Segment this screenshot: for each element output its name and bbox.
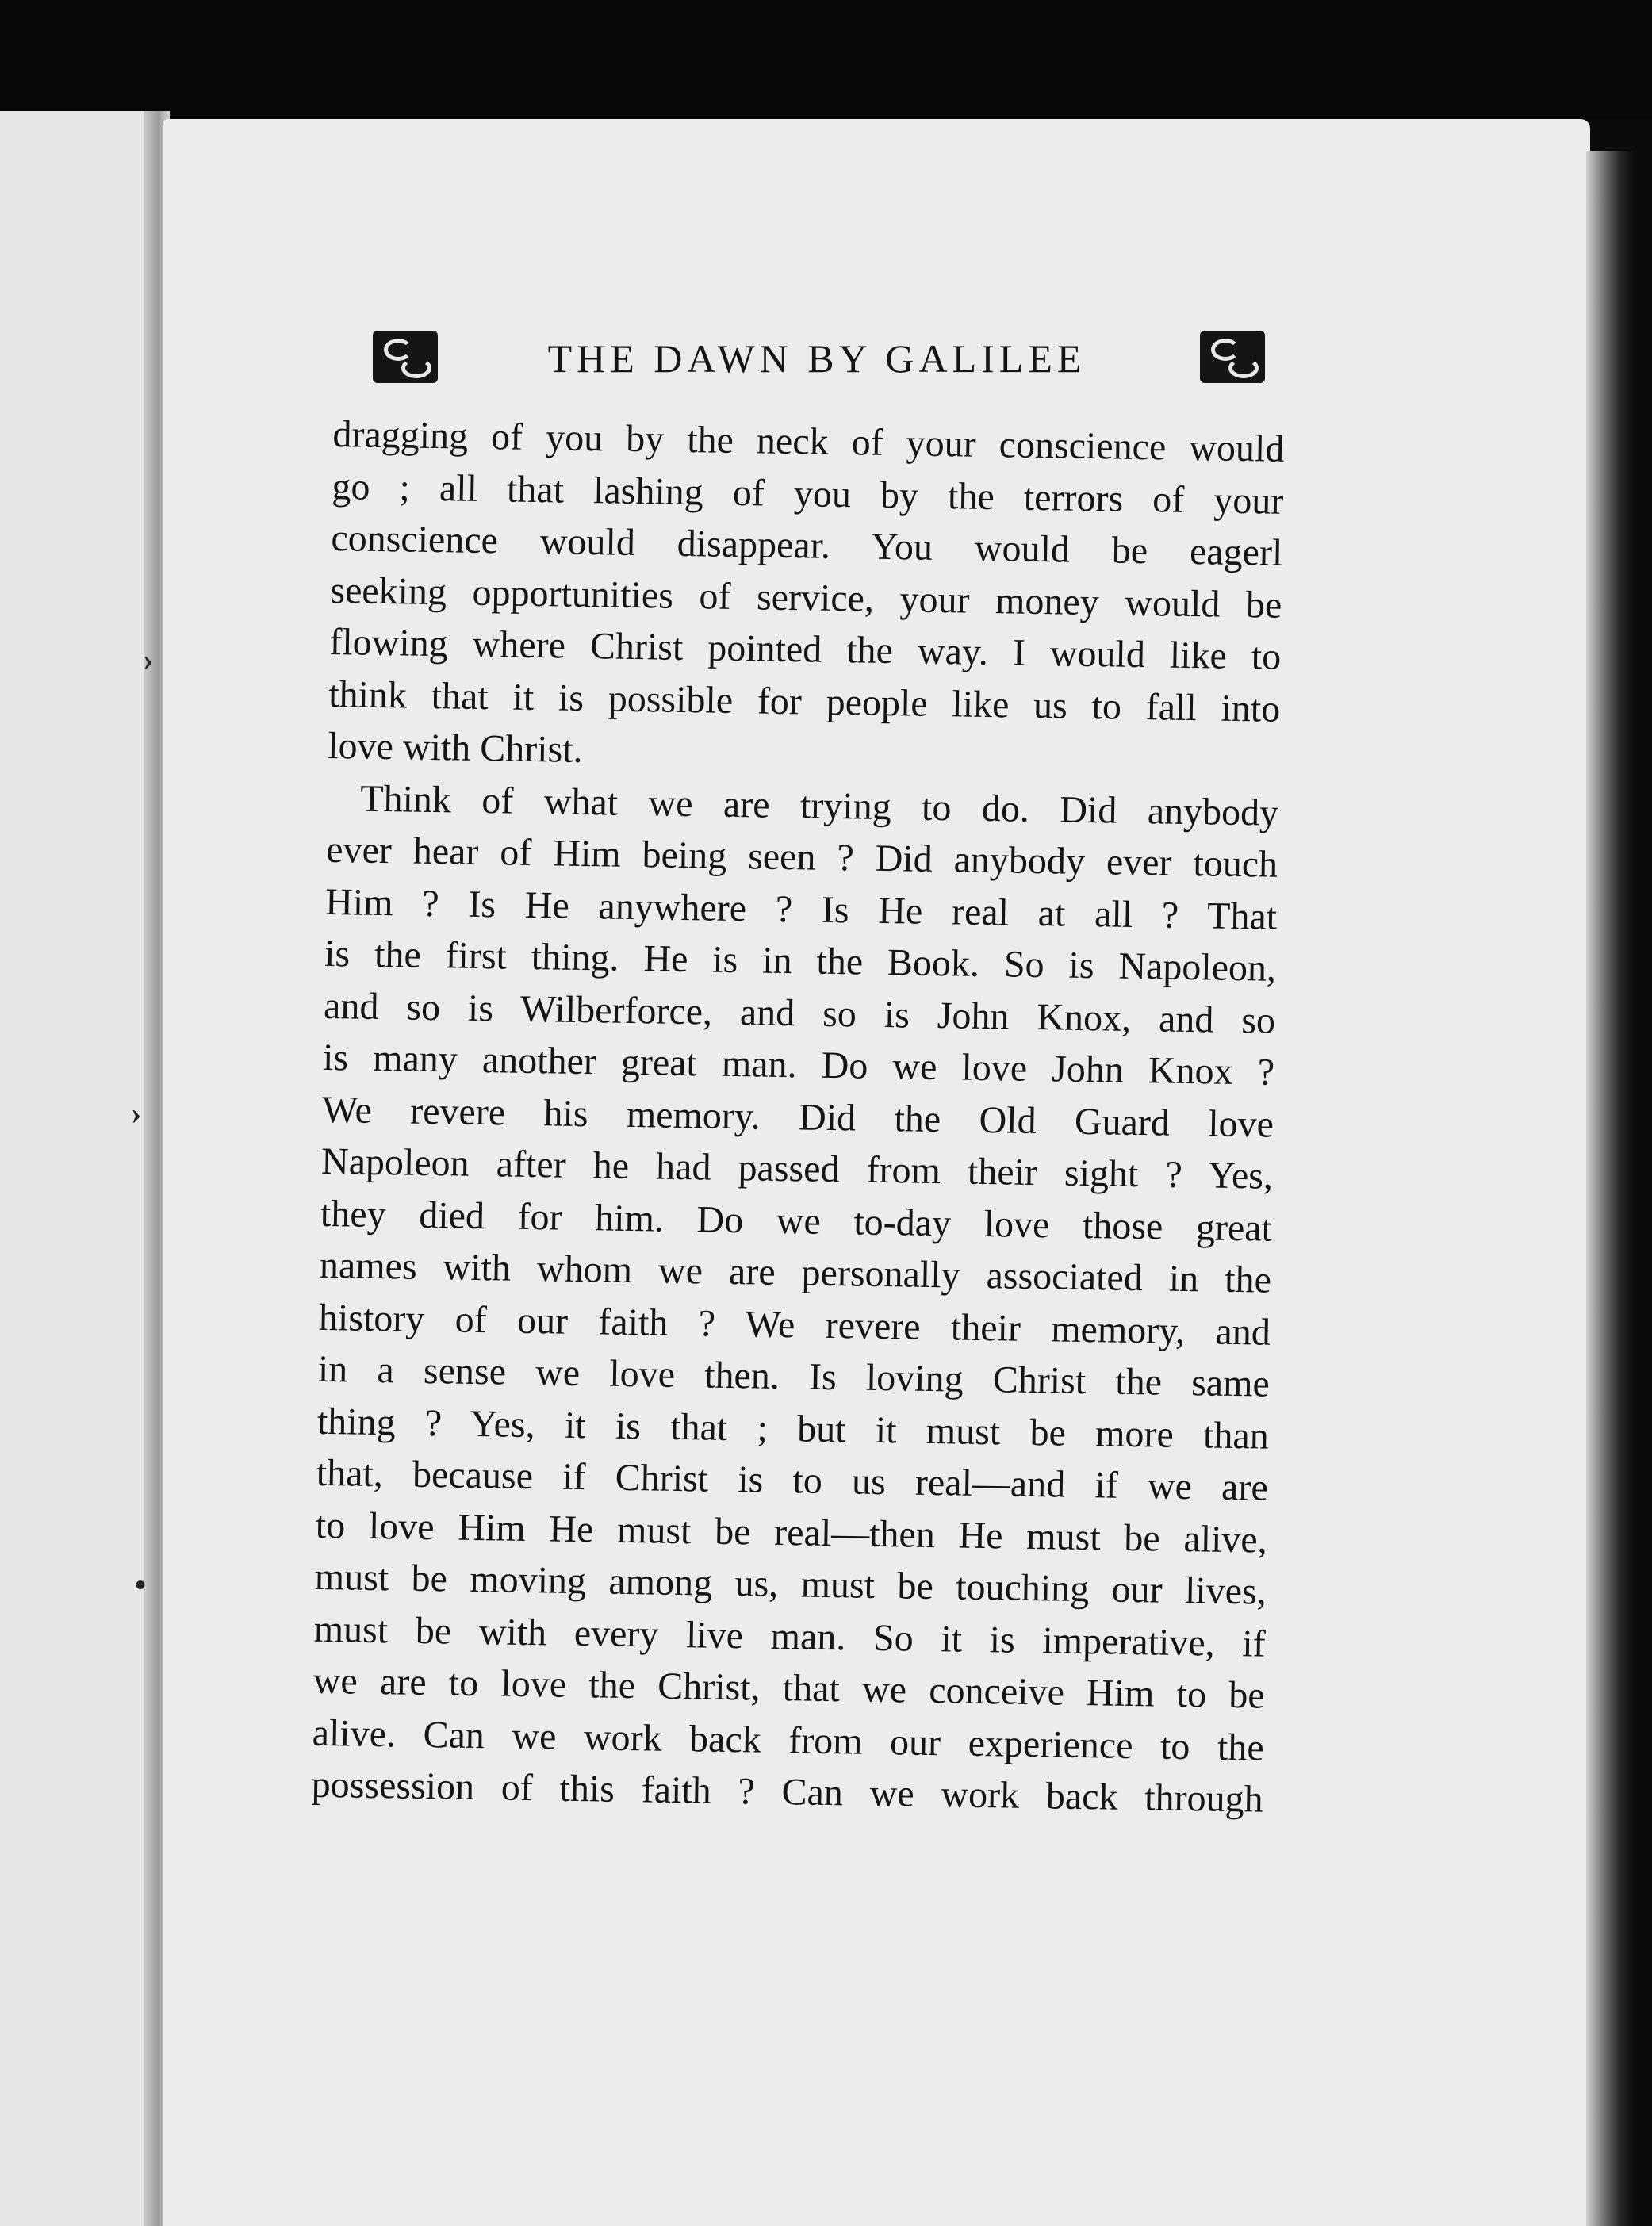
paragraph — [311, 772, 1278, 1826]
text-line: that, because if Christ is to us real—and if we are — [316, 1451, 1269, 1509]
text-line: love with Christ. — [327, 724, 584, 771]
text-line: we are to love the Christ, that we conceive Him to be — [312, 1659, 1266, 1717]
margin-speck: › — [143, 642, 154, 677]
text-line: dragging of you by the neck of your conscience would — [332, 412, 1285, 470]
text-line: is the first thing. He is in the Book. So is Napoleon, — [324, 932, 1277, 990]
text-line: is many another great man. Do we love John Knox ? — [322, 1036, 1275, 1094]
text-line: possession of this faith ? Can we work back through — [311, 1763, 1264, 1821]
text-line: seeking opportunities of service, your money would be — [329, 569, 1282, 626]
text-line: history of our faith ? We revere their memory, and — [318, 1296, 1271, 1354]
text-line: conscience would disappear. You would be eagerl — [331, 516, 1283, 574]
text-line: Napoleon after he had passed from their sight ? Yes, — [320, 1140, 1274, 1197]
page-edge-shadow — [1586, 151, 1634, 2226]
page-header — [369, 327, 1265, 398]
text-line: thing ? Yes, it is that ; but it must be more than — [316, 1400, 1270, 1458]
paragraph — [328, 408, 1285, 787]
decorative-ornament-icon — [1200, 331, 1265, 383]
text-line: alive. Can we work back from our experience to the — [312, 1711, 1265, 1769]
scan-background-top — [0, 0, 1652, 119]
running-title: THE DAWN BY GALILEE — [547, 336, 1087, 381]
text-line: they died for him. Do we to-day love those great — [320, 1192, 1273, 1250]
text-line: go ; all that lashing of you by the terrors of your — [332, 465, 1284, 523]
text-line: Think of what we are trying to do. Did anybody — [359, 777, 1279, 834]
text-line: think that it is possible for people like us to fall into — [328, 672, 1281, 730]
text-line: flowing where Christ pointed the way. I would like to — [328, 620, 1282, 678]
text-line: Him ? Is He anywhere ? Is He real at all ? That — [324, 880, 1278, 938]
text-line: names with whom we are personally associated in the — [319, 1243, 1272, 1301]
text-line: must be moving among us, must be touching our lives, — [314, 1555, 1267, 1613]
margin-speck: • — [135, 1567, 147, 1603]
body-text — [311, 408, 1285, 1826]
facing-page-edge — [0, 111, 159, 2226]
text-line: in a sense we love then. Is loving Christ the same — [317, 1347, 1271, 1405]
margin-speck: › — [131, 1095, 142, 1131]
text-line: and so is Wilberforce, and so is John Knox, and so — [323, 984, 1276, 1042]
text-line: to love Him He must be real—then He must be alive, — [315, 1504, 1268, 1561]
text-line: must be with every live man. So it is imperative, if — [313, 1607, 1267, 1665]
text-line: We revere his memory. Did the Old Guard love — [321, 1088, 1274, 1146]
text-line: ever hear of Him being seen ? Did anybody ever touch — [325, 828, 1278, 886]
